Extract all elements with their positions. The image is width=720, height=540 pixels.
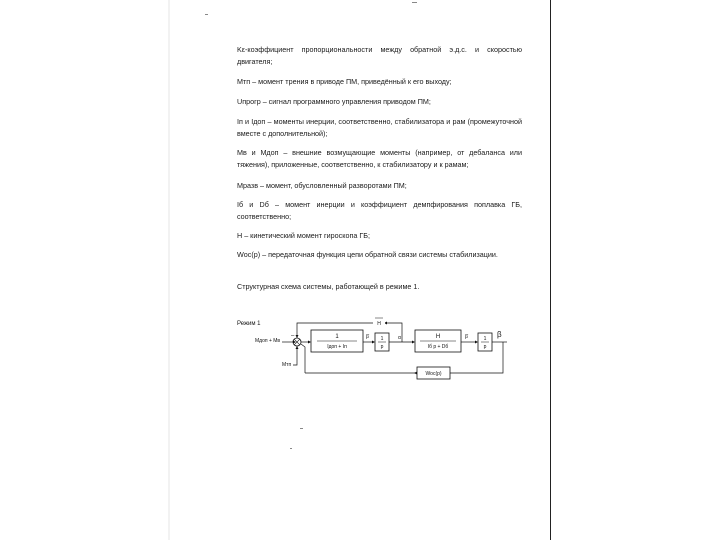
block-1-denominator: Iдоп + Iп <box>327 344 347 350</box>
block-3-numerator: H <box>435 334 441 340</box>
paragraph-inertia: Iп и Iдоп – моменты инерции, соответственно, стабилизатора и рам (промежуточной вместе с дополнительной); <box>237 117 522 138</box>
block-2-numerator: 1 <box>380 336 384 342</box>
block-2-denominator: p <box>380 344 384 350</box>
signal-beta-dot-2: β̇ <box>465 334 468 340</box>
input-label: Мдоп + Мв <box>255 338 281 344</box>
block-4-numerator: 1 <box>483 336 487 342</box>
disturbance-label: Мтп <box>282 362 292 368</box>
paragraph-h: Н – кинетический момент гироскопа ГБ; <box>237 231 370 240</box>
feedback-block-label: Wос(р) <box>425 371 442 377</box>
paragraph-wos: Wос(р) – передаточная функция цепи обратной связи системы стабилизации. <box>237 250 498 259</box>
output-beta-label: β <box>497 330 502 339</box>
paragraph-ib-db: Iб и Dб – момент инерции и коэффициент демпфирования поплавка ГБ, соответственно; <box>237 200 522 221</box>
paragraph-uprogr: Uпрогр – сигнал программного управления приводом ПМ; <box>237 97 431 106</box>
paragraph-ke: Kε-коэффициент пропорциональности между обратной э.д.с. и скоростью двигателя; <box>237 45 522 66</box>
signal-alpha: α <box>398 335 401 341</box>
scan-speck <box>290 448 292 449</box>
scan-speck <box>205 14 208 15</box>
top-feedback-line <box>297 323 402 342</box>
block-1-numerator: 1 <box>335 334 339 340</box>
paragraph-mrazv: Мразв – момент, обусловленный разворотами ПМ; <box>237 181 407 190</box>
scan-speck <box>300 428 303 429</box>
signal-beta-dot-1: β̇ <box>366 334 369 340</box>
block-4-denominator: p <box>483 344 487 350</box>
paragraph-mtp: Мтп – момент трения в приводе ПМ, приведённый к его выходу; <box>237 77 452 86</box>
minus-sign: – <box>291 333 295 339</box>
paragraph-moments: Мв и Мдоп – внешние возмущающие моменты (например, от дебаланса или тяжения), приложенные, соответственно, к стабилизатору и к рамам; <box>237 148 522 169</box>
block-3-denominator: Iб p + Dб <box>427 344 449 350</box>
block-diagram <box>235 315 520 385</box>
paragraph-caption: Структурная схема системы, работающей в режиме 1. <box>237 282 420 291</box>
mode-label: Режим 1 <box>237 321 261 327</box>
top-feedback-label: H <box>377 321 381 327</box>
bottom-feedback-line-right <box>450 342 503 373</box>
scan-speck <box>412 2 417 3</box>
